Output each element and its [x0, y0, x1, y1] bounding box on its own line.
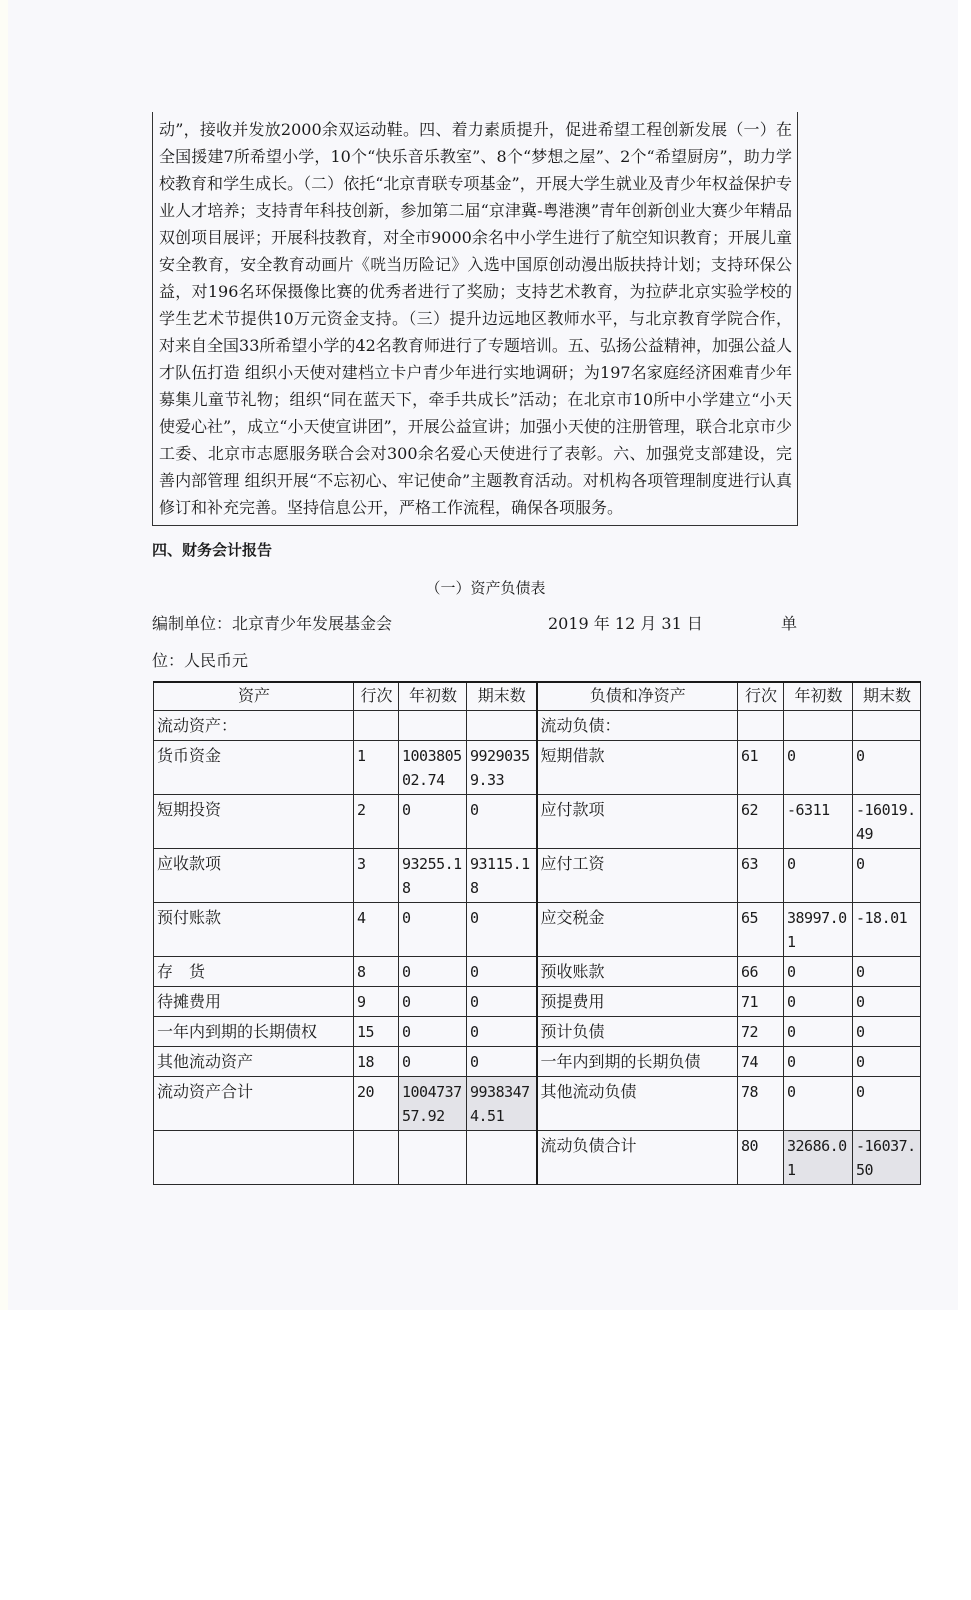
asset-end-value: 99383474.51	[467, 1077, 537, 1131]
asset-end-value: 0	[467, 795, 537, 849]
asset-row-no: 18	[354, 1047, 399, 1077]
asset-end-value: 99290359.33	[467, 741, 537, 795]
asset-end-value	[467, 711, 537, 741]
balance-sheet-table	[153, 681, 921, 1185]
liability-label: 应付款项	[537, 795, 738, 849]
asset-label: 货币资金	[154, 741, 354, 795]
narrative-box	[152, 112, 798, 526]
report-date: 2019 年 12 月 31 日	[548, 614, 703, 633]
asset-row-no: 20	[354, 1077, 399, 1131]
table-row	[154, 711, 921, 741]
liability-row-no: 80	[738, 1131, 784, 1185]
table-header-row	[154, 682, 921, 711]
liability-end-value: 0	[853, 987, 921, 1017]
asset-label: 应收款项	[154, 849, 354, 903]
asset-row-no: 4	[354, 903, 399, 957]
header-assets: 资产	[154, 682, 354, 711]
currency-unit-label-end: 位：人民币元	[152, 651, 249, 670]
liability-begin-value: 0	[784, 1077, 853, 1131]
asset-end-value	[467, 1131, 537, 1185]
asset-begin-value: 100380502.74	[399, 741, 467, 795]
liability-row-no: 65	[738, 903, 784, 957]
liability-label: 其他流动负债	[537, 1077, 738, 1131]
preparer-unit: 编制单位：北京青少年发展基金会	[152, 614, 393, 633]
liability-row-no: 62	[738, 795, 784, 849]
liability-begin-value: 38997.01	[784, 903, 853, 957]
asset-row-no: 3	[354, 849, 399, 903]
liability-row-no: 71	[738, 987, 784, 1017]
section-title: 四、财务会计报告	[152, 541, 273, 559]
liability-begin-value: 0	[784, 957, 853, 987]
liability-label: 预提费用	[537, 987, 738, 1017]
asset-end-value: 0	[467, 1017, 537, 1047]
header-end: 期末数	[467, 682, 537, 711]
asset-begin-value: 0	[399, 987, 467, 1017]
asset-row-no: 2	[354, 795, 399, 849]
liability-begin-value: 0	[784, 987, 853, 1017]
liability-row-no: 61	[738, 741, 784, 795]
liability-label: 流动负债合计	[537, 1131, 738, 1185]
table-title: （一）资产负债表	[425, 579, 546, 597]
liability-end-value: -18.01	[853, 903, 921, 957]
liability-label: 短期借款	[537, 741, 738, 795]
liability-label: 预计负债	[537, 1017, 738, 1047]
table-row	[154, 795, 921, 849]
liability-end-value: 0	[853, 741, 921, 795]
header-begin: 年初数	[399, 682, 467, 711]
asset-label: 流动资产合计	[154, 1077, 354, 1131]
header-begin: 年初数	[784, 682, 853, 711]
asset-begin-value	[399, 711, 467, 741]
narrative-text: 动”，接收并发放2000余双运动鞋。四、着力素质提升，促进希望工程创新发展（一）在全国援建7所希望小学，10个“快乐音乐教室”、8个“梦想之屋”、2个“希望厨房”，助力学校教育和学生成长。（二）依托“北京青联专项基金”，开展大学生就业及青少年权益保护专业人才培养；支持青年科技创新，参加第二届“京津冀-粤港澳”青年创新创业大赛少年精品双创项目展评；开展科技教育，对全市9000余名中小学生进行了航空知识教育；开展儿童安全教育，安全教育动画片《咣当历险记》入选中国原创动漫出版扶持计划；支持环保公益，对196名环保摄像比赛的优秀者进行了奖励；支持艺术教育，为拉萨北京实验学校的学生艺术节提供10万元资金支持。（三）提升边远地区教师水平，与北京教育学院合作，对来自全国33所希望小学的42名教育师进行了专题培训。五、弘扬公益精神，加强公益人才队伍打造 组织小天使对建档立卡户青少年进行实地调研；为197名家庭经济困难青少年募集儿童节礼物；组织“同在蓝天下，牵手共成长”活动；在北京市10所中小学建立“小天使爱心社”，成立“小天使宣讲团”，开展公益宣讲；加强小天使的注册管理，联合北京市少工委、北京市志愿服务联合会对300余名爱心天使进行了表彰。六、加强党支部建设，完善内部管理 组织开展“不忘初心、牢记使命”主题教育活动。对机构各项管理制度进行认真修订和补充完善。坚持信息公开，严格工作流程，确保各项服务。	[159, 120, 792, 517]
liability-end-value: -16019.49	[853, 795, 921, 849]
table-row	[154, 903, 921, 957]
liability-begin-value: 0	[784, 1047, 853, 1077]
table-row	[154, 741, 921, 795]
liability-begin-value: 0	[784, 1017, 853, 1047]
table-row	[154, 987, 921, 1017]
liability-label: 流动负债：	[537, 711, 738, 741]
table-row	[154, 957, 921, 987]
asset-begin-value	[399, 1131, 467, 1185]
table-row	[154, 1077, 921, 1131]
header-row-no: 行次	[354, 682, 399, 711]
asset-label: 其他流动资产	[154, 1047, 354, 1077]
liability-label: 预收账款	[537, 957, 738, 987]
liability-begin-value: -6311	[784, 795, 853, 849]
liability-label: 应付工资	[537, 849, 738, 903]
asset-begin-value: 0	[399, 1047, 467, 1077]
liability-label: 应交税金	[537, 903, 738, 957]
liability-end-value: 0	[853, 1047, 921, 1077]
liability-row-no: 78	[738, 1077, 784, 1131]
currency-unit-label-start: 单	[781, 614, 798, 633]
liability-end-value: 0	[853, 957, 921, 987]
table-row	[154, 1131, 921, 1185]
asset-row-no	[354, 1131, 399, 1185]
liability-begin-value: 0	[784, 741, 853, 795]
page-edge	[0, 0, 8, 1310]
liability-label: 一年内到期的长期负债	[537, 1047, 738, 1077]
asset-end-value: 0	[467, 1047, 537, 1077]
asset-row-no: 1	[354, 741, 399, 795]
table-row	[154, 849, 921, 903]
asset-end-value: 0	[467, 957, 537, 987]
asset-label: 待摊费用	[154, 987, 354, 1017]
asset-row-no: 9	[354, 987, 399, 1017]
asset-begin-value: 0	[399, 957, 467, 987]
liability-row-no: 74	[738, 1047, 784, 1077]
report-meta-row	[152, 613, 920, 635]
asset-label: 短期投资	[154, 795, 354, 849]
header-liabilities: 负债和净资产	[537, 682, 738, 711]
asset-label	[154, 1131, 354, 1185]
liability-end-value: 0	[853, 849, 921, 903]
asset-end-value: 0	[467, 987, 537, 1017]
header-end: 期末数	[853, 682, 921, 711]
liability-end-value: -16037.50	[853, 1131, 921, 1185]
asset-row-no: 8	[354, 957, 399, 987]
asset-end-value: 0	[467, 903, 537, 957]
asset-end-value: 93115.18	[467, 849, 537, 903]
table-row	[154, 1017, 921, 1047]
asset-label: 预付账款	[154, 903, 354, 957]
liability-end-value: 0	[853, 1017, 921, 1047]
asset-begin-value: 0	[399, 795, 467, 849]
liability-row-no	[738, 711, 784, 741]
liability-row-no: 63	[738, 849, 784, 903]
liability-end-value	[853, 711, 921, 741]
asset-begin-value: 0	[399, 903, 467, 957]
asset-row-no	[354, 711, 399, 741]
asset-begin-value: 0	[399, 1017, 467, 1047]
asset-begin-value: 100473757.92	[399, 1077, 467, 1131]
header-row-no: 行次	[738, 682, 784, 711]
liability-row-no: 72	[738, 1017, 784, 1047]
liability-begin-value	[784, 711, 853, 741]
asset-label: 一年内到期的长期债权	[154, 1017, 354, 1047]
liability-end-value: 0	[853, 1077, 921, 1131]
asset-row-no: 15	[354, 1017, 399, 1047]
asset-label: 流动资产：	[154, 711, 354, 741]
liability-row-no: 66	[738, 957, 784, 987]
asset-label: 存 货	[154, 957, 354, 987]
liability-begin-value: 32686.01	[784, 1131, 853, 1185]
asset-begin-value: 93255.18	[399, 849, 467, 903]
table-row	[154, 1047, 921, 1077]
liability-begin-value: 0	[784, 849, 853, 903]
